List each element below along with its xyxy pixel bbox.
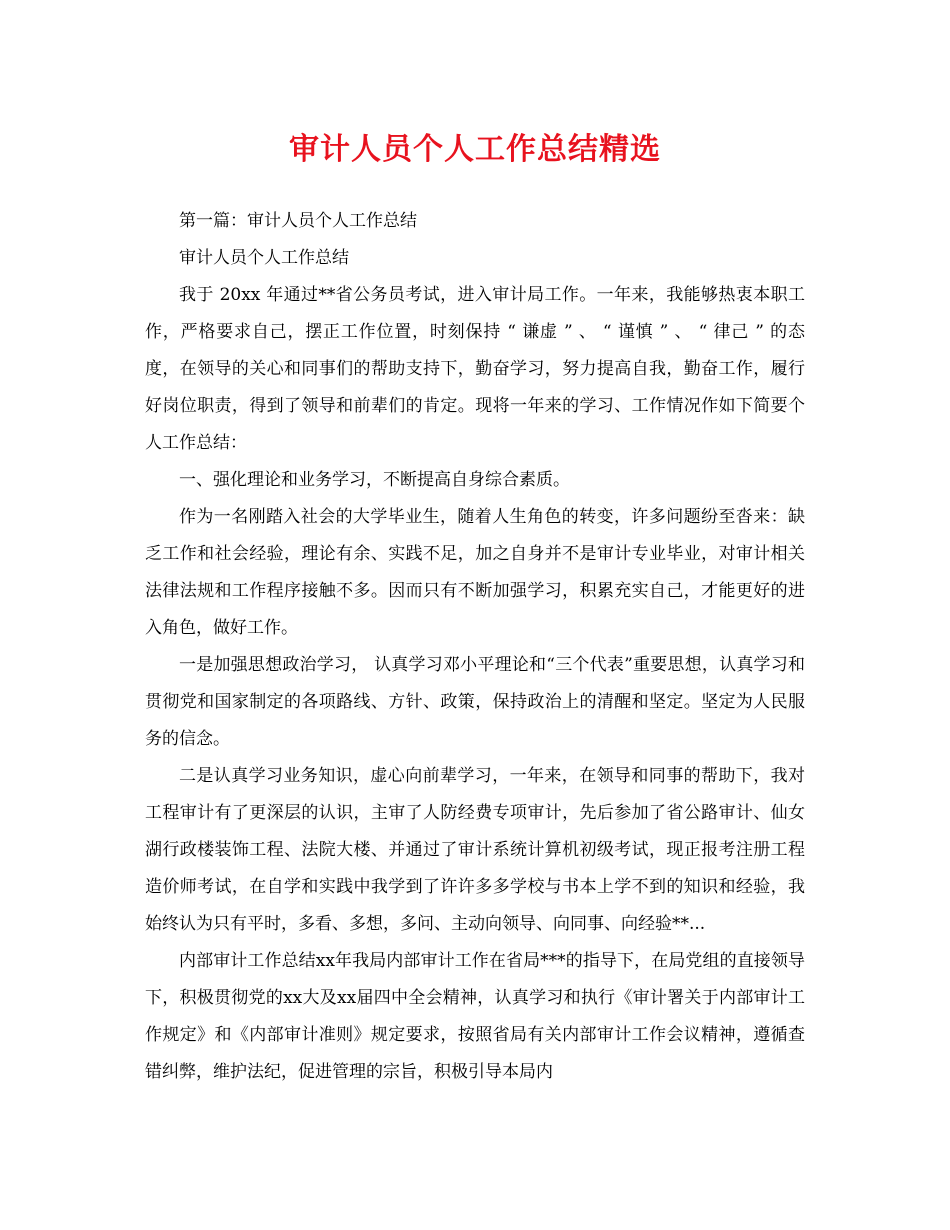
paragraph-body: 内部审计工作总结xx年我局内部审计工作在省局***的指导下，在局党组的直接领导下，积极贯彻党的xx大及xx届四中全会精神，认真学习和执行《审计署关于内部审计工作规定》和《内部审计准则》规定要求，按照省局有关内部审计工作会议精神，遵循查错纠弊，维护法纪，促进管理的宗旨，积极引导本局内 xyxy=(145,951,805,1082)
document-title: 审计人员个人工作总结精选 xyxy=(289,132,661,167)
paragraph-subtitle: 审计人员个人工作总结 xyxy=(179,248,349,268)
paragraph-section-heading: 第一篇：审计人员个人工作总结 xyxy=(179,211,417,231)
paragraph-body: 一是加强思想政治学习， 认真学习邓小平理论和“三个代表”重要思想，认真学习和贯彻党和国家制定的各项路线、方针、政策，保持政治上的清醒和坚定。坚定为人民服务的信念。 xyxy=(145,655,805,749)
paragraph-body: 二是认真学习业务知识，虚心向前辈学习，一年来，在领导和同事的帮助下，我对工程审计有了更深层的认识，主审了人防经费专项审计，先后参加了省公路审计、仙女湖行政楼装饰工程、法院大楼、并通过了审计系统计算机初级考试，现正报考注册工程造价师考试，在自学和实践中我学到了许许多多学校与书本上学不到的知识和经验，我始终认为只有平时，多看、多想，多问、主动向领导、向同事、向经验**... xyxy=(145,766,805,934)
document-body xyxy=(145,203,805,1091)
paragraph-intro: 我于 20xx 年通过**省公务员考试，进入审计局工作。一年来，我能够热衷本职工作，严格要求自己，摆正工作位置，时刻保持 “ 谦虚 ” 、 “ 谨慎 ” 、 “ 律己 ” 的态度，在领导的关心和同事们的帮助支持下，勤奋学习，努力提高自我，勤奋工作，履行好岗位职责，得到了领导和前辈们的肯定。现将一年来的学习、工作情况作如下简要个人工作总结： xyxy=(145,285,805,453)
paragraph-heading-one: 一、强化理论和业务学习，不断提高自身综合素质。 xyxy=(179,470,570,490)
paragraph-body: 作为一名刚踏入社会的大学毕业生，随着人生角色的转变，许多问题纷至沓来：缺乏工作和社会经验，理论有余、实践不足，加之自身并不是审计专业毕业，对审计相关法律法规和工作程序接触不多。因而只有不断加强学习，积累充实自己，才能更好的进入角色，做好工作。 xyxy=(145,507,805,638)
